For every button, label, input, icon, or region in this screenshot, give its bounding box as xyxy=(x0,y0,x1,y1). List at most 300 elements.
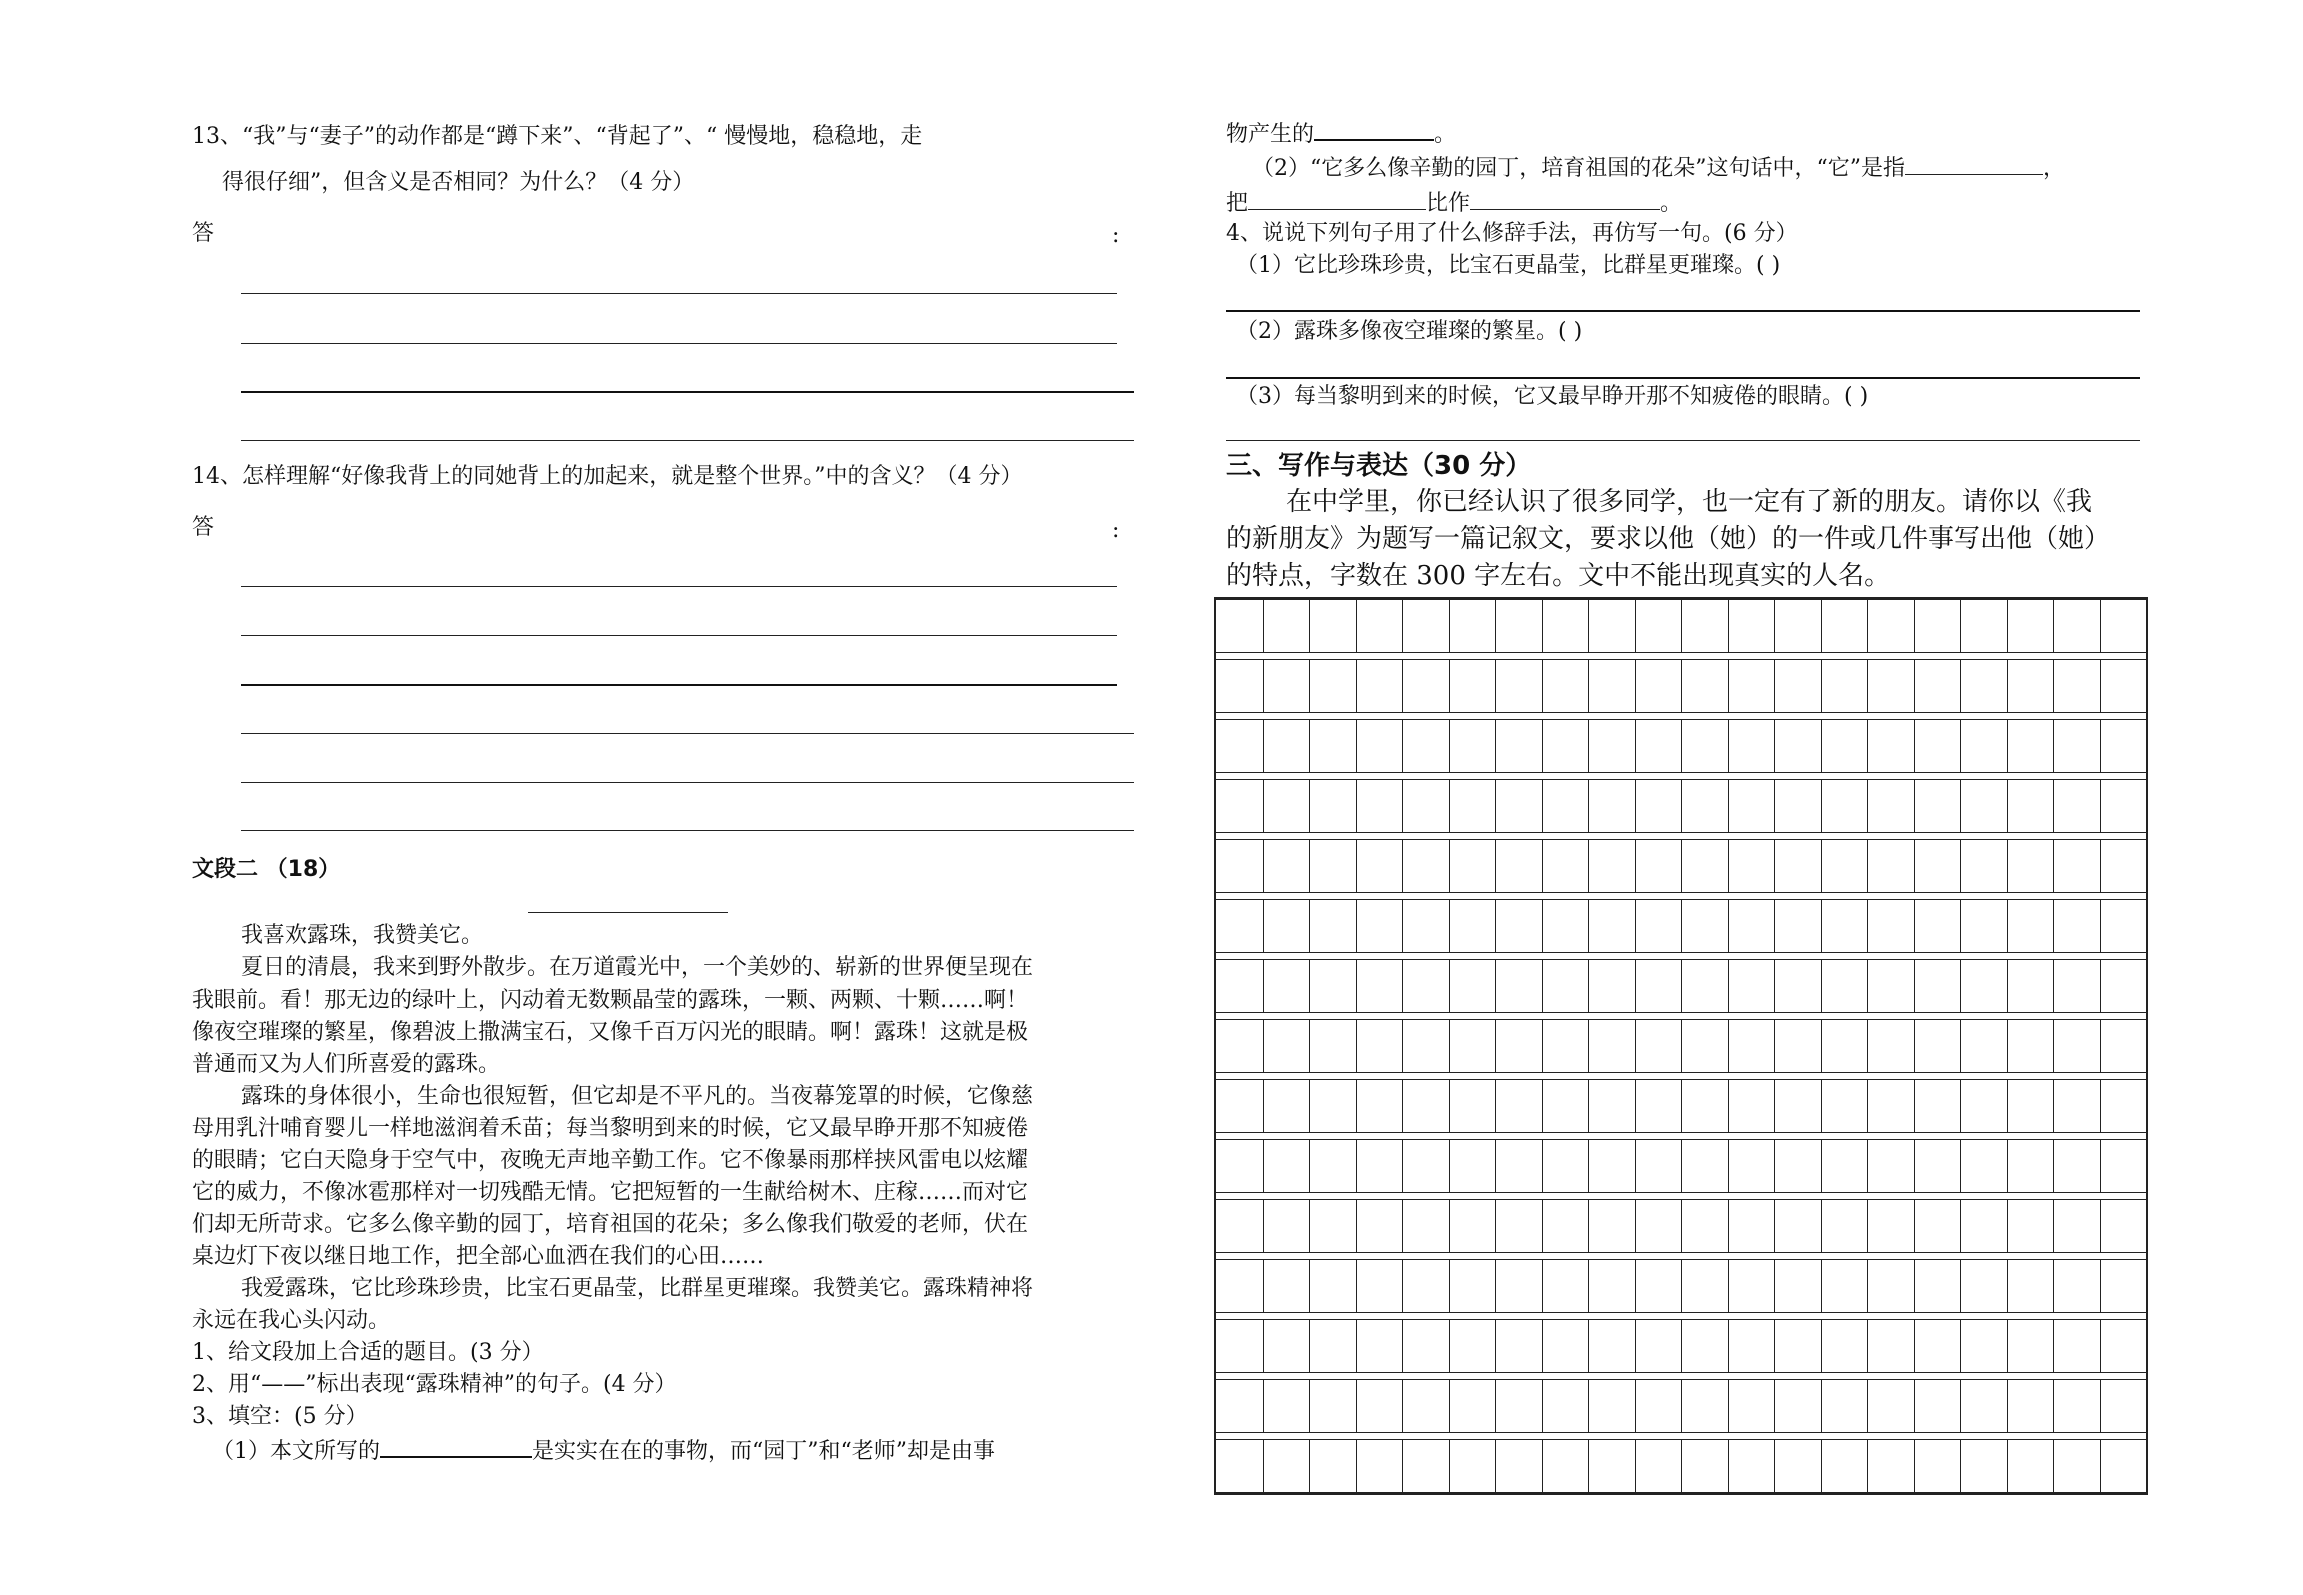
grid-cell[interactable] xyxy=(1356,960,1403,1012)
grid-cell[interactable] xyxy=(1588,1440,1635,1492)
grid-cell[interactable] xyxy=(1495,1020,1542,1072)
grid-cell[interactable] xyxy=(2007,900,2054,952)
grid-cell[interactable] xyxy=(1728,780,1775,832)
grid-cell[interactable] xyxy=(1263,900,1310,952)
grid-cell[interactable] xyxy=(1821,1440,1868,1492)
grid-cell[interactable] xyxy=(1356,1440,1403,1492)
grid-cell[interactable] xyxy=(1635,1320,1682,1372)
grid-cell[interactable] xyxy=(1402,1260,1449,1312)
grid-cell[interactable] xyxy=(1356,780,1403,832)
grid-cell[interactable] xyxy=(1495,1440,1542,1492)
grid-cell[interactable] xyxy=(1867,1380,1914,1432)
grid-cell[interactable] xyxy=(2100,1200,2147,1252)
grid-cell[interactable] xyxy=(1263,1440,1310,1492)
q4-answer-line-3[interactable] xyxy=(1226,440,2140,441)
grid-cell[interactable] xyxy=(1914,1260,1961,1312)
grid-cell[interactable] xyxy=(1449,900,1496,952)
grid-cell[interactable] xyxy=(1309,780,1356,832)
grid-cell[interactable] xyxy=(1774,960,1821,1012)
grid-cell[interactable] xyxy=(1960,960,2007,1012)
grid-cell[interactable] xyxy=(1867,660,1914,712)
grid-cell[interactable] xyxy=(1728,1140,1775,1192)
grid-cell[interactable] xyxy=(1356,1140,1403,1192)
grid-cell[interactable] xyxy=(1960,1380,2007,1432)
grid-cell[interactable] xyxy=(1681,1320,1728,1372)
grid-cell[interactable] xyxy=(2007,1440,2054,1492)
grid-cell[interactable] xyxy=(1542,840,1589,892)
grid-cell[interactable] xyxy=(1914,660,1961,712)
grid-cell[interactable] xyxy=(1774,900,1821,952)
grid-cell[interactable] xyxy=(1309,720,1356,772)
grid-cell[interactable] xyxy=(1542,1140,1589,1192)
grid-cell[interactable] xyxy=(1588,1140,1635,1192)
grid-cell[interactable] xyxy=(1402,780,1449,832)
grid-cell[interactable] xyxy=(1542,1200,1589,1252)
grid-cell[interactable] xyxy=(1402,720,1449,772)
grid-cell[interactable] xyxy=(1588,1200,1635,1252)
grid-cell[interactable] xyxy=(1263,1260,1310,1312)
grid-cell[interactable] xyxy=(1635,1380,1682,1432)
grid-cell[interactable] xyxy=(1495,1320,1542,1372)
q14-answer-line-5[interactable] xyxy=(241,782,1134,783)
grid-cell[interactable] xyxy=(1263,960,1310,1012)
grid-cell[interactable] xyxy=(1216,1080,1263,1132)
grid-cell[interactable] xyxy=(1402,1380,1449,1432)
grid-cell[interactable] xyxy=(1356,1020,1403,1072)
grid-cell[interactable] xyxy=(1495,1380,1542,1432)
grid-cell[interactable] xyxy=(1263,1080,1310,1132)
grid-cell[interactable] xyxy=(1588,960,1635,1012)
grid-cell[interactable] xyxy=(1542,1320,1589,1372)
grid-cell[interactable] xyxy=(1774,1200,1821,1252)
grid-cell[interactable] xyxy=(1821,780,1868,832)
grid-cell[interactable] xyxy=(1867,1260,1914,1312)
q14-answer-line-1[interactable] xyxy=(241,586,1117,587)
grid-cell[interactable] xyxy=(1216,840,1263,892)
grid-cell[interactable] xyxy=(1449,960,1496,1012)
grid-cell[interactable] xyxy=(1821,1260,1868,1312)
grid-cell[interactable] xyxy=(2007,660,2054,712)
grid-cell[interactable] xyxy=(1216,1260,1263,1312)
grid-cell[interactable] xyxy=(1402,600,1449,652)
grid-cell[interactable] xyxy=(2007,780,2054,832)
grid-cell[interactable] xyxy=(1495,780,1542,832)
grid-cell[interactable] xyxy=(2007,960,2054,1012)
grid-cell[interactable] xyxy=(1960,1080,2007,1132)
grid-cell[interactable] xyxy=(1774,1380,1821,1432)
grid-cell[interactable] xyxy=(1914,720,1961,772)
grid-cell[interactable] xyxy=(1960,900,2007,952)
grid-cell[interactable] xyxy=(1495,660,1542,712)
grid-cell[interactable] xyxy=(1728,1380,1775,1432)
grid-cell[interactable] xyxy=(1728,1080,1775,1132)
grid-cell[interactable] xyxy=(1542,1020,1589,1072)
grid-cell[interactable] xyxy=(1216,1380,1263,1432)
grid-cell[interactable] xyxy=(2053,1140,2100,1192)
grid-cell[interactable] xyxy=(1960,1320,2007,1372)
grid-cell[interactable] xyxy=(1588,1380,1635,1432)
grid-cell[interactable] xyxy=(1495,960,1542,1012)
grid-cell[interactable] xyxy=(1449,780,1496,832)
grid-cell[interactable] xyxy=(2007,720,2054,772)
grid-cell[interactable] xyxy=(1821,600,1868,652)
grid-cell[interactable] xyxy=(1495,1140,1542,1192)
grid-cell[interactable] xyxy=(1774,660,1821,712)
grid-cell[interactable] xyxy=(1728,1320,1775,1372)
grid-cell[interactable] xyxy=(2053,1260,2100,1312)
grid-cell[interactable] xyxy=(2007,1320,2054,1372)
grid-cell[interactable] xyxy=(1821,1080,1868,1132)
grid-cell[interactable] xyxy=(1309,1200,1356,1252)
grid-cell[interactable] xyxy=(1867,1080,1914,1132)
grid-cell[interactable] xyxy=(1402,1140,1449,1192)
grid-cell[interactable] xyxy=(2100,780,2147,832)
grid-cell[interactable] xyxy=(1821,1380,1868,1432)
grid-cell[interactable] xyxy=(1960,1020,2007,1072)
grid-cell[interactable] xyxy=(1449,1380,1496,1432)
grid-cell[interactable] xyxy=(1495,720,1542,772)
grid-cell[interactable] xyxy=(1821,720,1868,772)
grid-cell[interactable] xyxy=(1449,1140,1496,1192)
grid-cell[interactable] xyxy=(1914,1320,1961,1372)
grid-cell[interactable] xyxy=(2007,1260,2054,1312)
grid-cell[interactable] xyxy=(2100,1260,2147,1312)
grid-cell[interactable] xyxy=(1774,600,1821,652)
grid-cell[interactable] xyxy=(1495,1080,1542,1132)
grid-cell[interactable] xyxy=(1588,900,1635,952)
grid-cell[interactable] xyxy=(1449,1260,1496,1312)
q3-2-blank-refers-to[interactable] xyxy=(1905,152,2043,175)
grid-cell[interactable] xyxy=(1867,1320,1914,1372)
grid-cell[interactable] xyxy=(1449,840,1496,892)
grid-cell[interactable] xyxy=(1309,840,1356,892)
grid-cell[interactable] xyxy=(1635,1200,1682,1252)
grid-cell[interactable] xyxy=(1728,720,1775,772)
grid-cell[interactable] xyxy=(1867,1140,1914,1192)
grid-cell[interactable] xyxy=(1542,960,1589,1012)
grid-cell[interactable] xyxy=(2100,1080,2147,1132)
grid-cell[interactable] xyxy=(1356,1320,1403,1372)
grid-cell[interactable] xyxy=(1588,660,1635,712)
grid-cell[interactable] xyxy=(1867,1200,1914,1252)
grid-cell[interactable] xyxy=(1960,660,2007,712)
grid-cell[interactable] xyxy=(1588,780,1635,832)
grid-cell[interactable] xyxy=(1914,1380,1961,1432)
grid-cell[interactable] xyxy=(2053,1020,2100,1072)
grid-cell[interactable] xyxy=(1774,780,1821,832)
grid-cell[interactable] xyxy=(1774,1140,1821,1192)
q4-answer-line-2[interactable] xyxy=(1226,377,2140,379)
grid-cell[interactable] xyxy=(1681,1260,1728,1312)
grid-cell[interactable] xyxy=(1960,1200,2007,1252)
grid-cell[interactable] xyxy=(1774,1080,1821,1132)
grid-cell[interactable] xyxy=(2053,1200,2100,1252)
grid-cell[interactable] xyxy=(1914,1200,1961,1252)
grid-cell[interactable] xyxy=(1216,900,1263,952)
grid-cell[interactable] xyxy=(1542,1380,1589,1432)
grid-cell[interactable] xyxy=(1588,600,1635,652)
q14-answer-line-2[interactable] xyxy=(241,635,1117,636)
grid-cell[interactable] xyxy=(2100,1020,2147,1072)
grid-cell[interactable] xyxy=(1542,660,1589,712)
grid-cell[interactable] xyxy=(2100,1380,2147,1432)
grid-cell[interactable] xyxy=(1635,1440,1682,1492)
grid-cell[interactable] xyxy=(1635,1140,1682,1192)
grid-cell[interactable] xyxy=(1216,1020,1263,1072)
q4-answer-line-1[interactable] xyxy=(1226,310,2140,312)
grid-cell[interactable] xyxy=(1681,840,1728,892)
grid-cell[interactable] xyxy=(1867,600,1914,652)
grid-cell[interactable] xyxy=(1542,600,1589,652)
grid-cell[interactable] xyxy=(1309,1320,1356,1372)
grid-cell[interactable] xyxy=(1821,900,1868,952)
grid-cell[interactable] xyxy=(1960,1260,2007,1312)
grid-cell[interactable] xyxy=(1960,720,2007,772)
grid-cell[interactable] xyxy=(1216,1440,1263,1492)
grid-cell[interactable] xyxy=(1960,1140,2007,1192)
grid-cell[interactable] xyxy=(1728,1200,1775,1252)
grid-cell[interactable] xyxy=(2007,1200,2054,1252)
grid-cell[interactable] xyxy=(1356,720,1403,772)
grid-cell[interactable] xyxy=(2053,900,2100,952)
grid-cell[interactable] xyxy=(1588,1260,1635,1312)
grid-cell[interactable] xyxy=(1356,1380,1403,1432)
grid-cell[interactable] xyxy=(2007,1380,2054,1432)
grid-cell[interactable] xyxy=(1821,1140,1868,1192)
grid-cell[interactable] xyxy=(2007,1140,2054,1192)
grid-cell[interactable] xyxy=(1821,1020,1868,1072)
grid-cell[interactable] xyxy=(1216,1200,1263,1252)
grid-cell[interactable] xyxy=(1588,1320,1635,1372)
grid-cell[interactable] xyxy=(1263,1380,1310,1432)
grid-cell[interactable] xyxy=(1216,780,1263,832)
grid-cell[interactable] xyxy=(1821,1200,1868,1252)
grid-cell[interactable] xyxy=(1728,1440,1775,1492)
grid-cell[interactable] xyxy=(1681,900,1728,952)
grid-cell[interactable] xyxy=(1635,1020,1682,1072)
grid-cell[interactable] xyxy=(1588,840,1635,892)
grid-cell[interactable] xyxy=(1402,1080,1449,1132)
grid-cell[interactable] xyxy=(1914,1140,1961,1192)
grid-cell[interactable] xyxy=(1356,600,1403,652)
grid-cell[interactable] xyxy=(1821,840,1868,892)
grid-cell[interactable] xyxy=(1960,840,2007,892)
grid-cell[interactable] xyxy=(1821,660,1868,712)
grid-cell[interactable] xyxy=(1263,840,1310,892)
grid-cell[interactable] xyxy=(1449,600,1496,652)
grid-cell[interactable] xyxy=(1356,1260,1403,1312)
grid-cell[interactable] xyxy=(1867,720,1914,772)
grid-cell[interactable] xyxy=(1588,1020,1635,1072)
grid-cell[interactable] xyxy=(1728,1020,1775,1072)
grid-cell[interactable] xyxy=(1681,960,1728,1012)
grid-cell[interactable] xyxy=(1449,720,1496,772)
grid-cell[interactable] xyxy=(2100,600,2147,652)
grid-cell[interactable] xyxy=(1309,1260,1356,1312)
grid-cell[interactable] xyxy=(1914,780,1961,832)
grid-cell[interactable] xyxy=(1542,1440,1589,1492)
grid-cell[interactable] xyxy=(1263,1020,1310,1072)
grid-cell[interactable] xyxy=(2053,960,2100,1012)
grid-cell[interactable] xyxy=(1495,1200,1542,1252)
grid-cell[interactable] xyxy=(1728,840,1775,892)
grid-cell[interactable] xyxy=(1681,600,1728,652)
grid-cell[interactable] xyxy=(1774,1440,1821,1492)
grid-cell[interactable] xyxy=(1402,1440,1449,1492)
grid-cell[interactable] xyxy=(1263,720,1310,772)
grid-cell[interactable] xyxy=(1542,780,1589,832)
grid-cell[interactable] xyxy=(1309,960,1356,1012)
grid-cell[interactable] xyxy=(1309,900,1356,952)
grid-cell[interactable] xyxy=(1495,600,1542,652)
grid-cell[interactable] xyxy=(2053,780,2100,832)
grid-cell[interactable] xyxy=(1495,900,1542,952)
grid-cell[interactable] xyxy=(1681,1440,1728,1492)
grid-cell[interactable] xyxy=(1402,1200,1449,1252)
grid-cell[interactable] xyxy=(1681,720,1728,772)
grid-cell[interactable] xyxy=(1309,600,1356,652)
grid-cell[interactable] xyxy=(1263,600,1310,652)
grid-cell[interactable] xyxy=(1356,1080,1403,1132)
grid-cell[interactable] xyxy=(1635,720,1682,772)
grid-cell[interactable] xyxy=(2007,1080,2054,1132)
grid-cell[interactable] xyxy=(2100,900,2147,952)
grid-cell[interactable] xyxy=(2007,840,2054,892)
grid-cell[interactable] xyxy=(1867,1440,1914,1492)
grid-cell[interactable] xyxy=(1867,900,1914,952)
q3-2-blank-ba[interactable] xyxy=(1248,187,1426,210)
grid-cell[interactable] xyxy=(1728,600,1775,652)
q3-1-blank[interactable] xyxy=(380,1434,532,1458)
grid-cell[interactable] xyxy=(1774,1020,1821,1072)
grid-cell[interactable] xyxy=(1681,1020,1728,1072)
grid-cell[interactable] xyxy=(1402,840,1449,892)
grid-cell[interactable] xyxy=(2100,1440,2147,1492)
composition-grid[interactable] xyxy=(1214,597,2148,1495)
grid-cell[interactable] xyxy=(1960,780,2007,832)
grid-cell[interactable] xyxy=(1309,1020,1356,1072)
grid-cell[interactable] xyxy=(2053,1380,2100,1432)
grid-cell[interactable] xyxy=(1774,720,1821,772)
grid-cell[interactable] xyxy=(1960,600,2007,652)
grid-cell[interactable] xyxy=(1495,1260,1542,1312)
q3-2-blank-bizuo[interactable] xyxy=(1470,187,1660,210)
q13-answer-line-2[interactable] xyxy=(241,343,1117,344)
grid-cell[interactable] xyxy=(1821,960,1868,1012)
grid-cell[interactable] xyxy=(2100,660,2147,712)
q13-answer-line-3[interactable] xyxy=(241,391,1134,393)
q13-answer-line-4[interactable] xyxy=(241,440,1134,441)
grid-cell[interactable] xyxy=(1449,1320,1496,1372)
grid-cell[interactable] xyxy=(1728,660,1775,712)
grid-cell[interactable] xyxy=(1263,1320,1310,1372)
grid-cell[interactable] xyxy=(1449,660,1496,712)
grid-cell[interactable] xyxy=(1356,840,1403,892)
grid-cell[interactable] xyxy=(1402,900,1449,952)
grid-cell[interactable] xyxy=(1681,1200,1728,1252)
grid-cell[interactable] xyxy=(1914,1020,1961,1072)
grid-cell[interactable] xyxy=(2100,840,2147,892)
grid-cell[interactable] xyxy=(2053,600,2100,652)
grid-cell[interactable] xyxy=(1914,1440,1961,1492)
q3-1-second-blank[interactable] xyxy=(1314,117,1434,141)
grid-cell[interactable] xyxy=(1309,1440,1356,1492)
grid-cell[interactable] xyxy=(2100,1320,2147,1372)
grid-cell[interactable] xyxy=(1449,1440,1496,1492)
grid-cell[interactable] xyxy=(1356,660,1403,712)
q13-answer-line-1[interactable] xyxy=(241,293,1117,294)
grid-cell[interactable] xyxy=(2007,1020,2054,1072)
grid-cell[interactable] xyxy=(1588,1080,1635,1132)
grid-cell[interactable] xyxy=(1402,1320,1449,1372)
grid-cell[interactable] xyxy=(1635,960,1682,1012)
grid-cell[interactable] xyxy=(1635,1260,1682,1312)
grid-cell[interactable] xyxy=(1542,900,1589,952)
grid-cell[interactable] xyxy=(2100,1140,2147,1192)
grid-cell[interactable] xyxy=(2053,720,2100,772)
q14-answer-line-6[interactable] xyxy=(241,830,1134,831)
grid-cell[interactable] xyxy=(1216,1140,1263,1192)
grid-cell[interactable] xyxy=(1635,900,1682,952)
grid-cell[interactable] xyxy=(1263,1200,1310,1252)
grid-cell[interactable] xyxy=(1914,900,1961,952)
grid-cell[interactable] xyxy=(1728,1260,1775,1312)
grid-cell[interactable] xyxy=(1309,1380,1356,1432)
grid-cell[interactable] xyxy=(1263,780,1310,832)
grid-cell[interactable] xyxy=(1728,960,1775,1012)
grid-cell[interactable] xyxy=(1914,840,1961,892)
grid-cell[interactable] xyxy=(1309,1080,1356,1132)
grid-cell[interactable] xyxy=(1263,1140,1310,1192)
q14-answer-line-4[interactable] xyxy=(241,733,1134,734)
grid-cell[interactable] xyxy=(1914,1080,1961,1132)
grid-cell[interactable] xyxy=(1681,1140,1728,1192)
grid-cell[interactable] xyxy=(1402,1020,1449,1072)
grid-cell[interactable] xyxy=(1635,780,1682,832)
grid-cell[interactable] xyxy=(2100,960,2147,1012)
grid-cell[interactable] xyxy=(1914,960,1961,1012)
grid-cell[interactable] xyxy=(1309,1140,1356,1192)
q14-answer-line-3[interactable] xyxy=(241,684,1117,686)
grid-cell[interactable] xyxy=(1216,720,1263,772)
grid-cell[interactable] xyxy=(1635,600,1682,652)
grid-cell[interactable] xyxy=(2007,600,2054,652)
grid-cell[interactable] xyxy=(1449,1080,1496,1132)
grid-cell[interactable] xyxy=(1821,1320,1868,1372)
grid-cell[interactable] xyxy=(1635,840,1682,892)
grid-cell[interactable] xyxy=(1681,660,1728,712)
section2-title-blank[interactable] xyxy=(528,912,728,913)
grid-cell[interactable] xyxy=(1356,1200,1403,1252)
grid-cell[interactable] xyxy=(1774,1320,1821,1372)
grid-cell[interactable] xyxy=(1635,1080,1682,1132)
grid-cell[interactable] xyxy=(2053,1440,2100,1492)
grid-cell[interactable] xyxy=(1356,900,1403,952)
grid-cell[interactable] xyxy=(1495,840,1542,892)
grid-cell[interactable] xyxy=(2053,840,2100,892)
grid-cell[interactable] xyxy=(1728,900,1775,952)
grid-cell[interactable] xyxy=(2100,720,2147,772)
grid-cell[interactable] xyxy=(1681,1080,1728,1132)
grid-cell[interactable] xyxy=(1588,720,1635,772)
grid-cell[interactable] xyxy=(1263,660,1310,712)
grid-cell[interactable] xyxy=(1216,960,1263,1012)
grid-cell[interactable] xyxy=(1867,960,1914,1012)
grid-cell[interactable] xyxy=(1774,840,1821,892)
grid-cell[interactable] xyxy=(1216,660,1263,712)
grid-cell[interactable] xyxy=(1216,1320,1263,1372)
grid-cell[interactable] xyxy=(1681,1380,1728,1432)
